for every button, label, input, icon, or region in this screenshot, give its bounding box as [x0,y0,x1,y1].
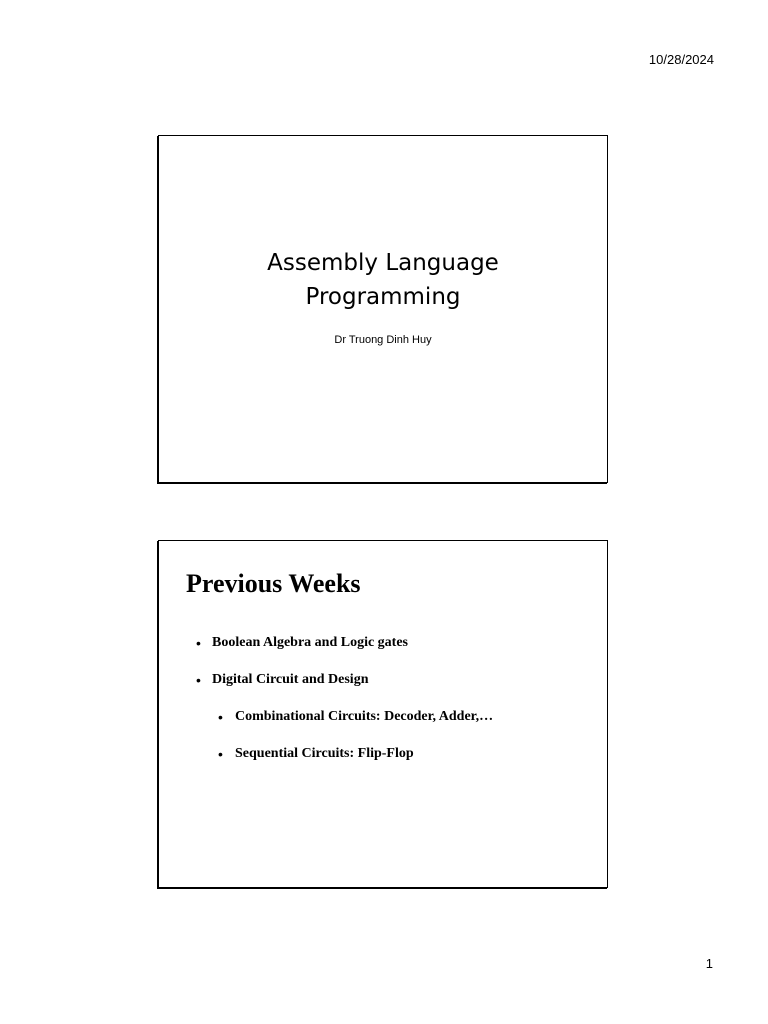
bullet-dot: • [218,709,223,725]
title-block [159,246,607,346]
title-line-1: Assembly Language [267,250,499,276]
slide-heading: Previous Weeks [186,569,361,598]
presentation-title [159,246,607,314]
bullet-dot: • [196,672,201,688]
page-number: 1 [705,956,713,971]
bullet-text: Combinational Circuits: Decoder, Adder,… [235,709,494,724]
sub-bullet-item [159,744,607,781]
bullet-text: Sequential Circuits: Flip-Flop [235,746,414,761]
bullet-dot: • [196,635,201,651]
page-date: 10/28/2024 [648,52,714,67]
title-line-2: Programming [305,284,461,310]
bullet-list [159,633,607,781]
bullet-text: Digital Circuit and Design [212,672,369,687]
bullet-dot: • [218,746,223,762]
author-name: Dr Truong Dinh Huy [334,334,432,346]
slide-title [158,135,608,483]
bullet-item [159,633,607,670]
sub-bullet-item [159,707,607,744]
slide-previous-weeks [158,540,608,888]
bullet-text: Boolean Algebra and Logic gates [212,635,409,650]
bullet-item [159,670,607,707]
